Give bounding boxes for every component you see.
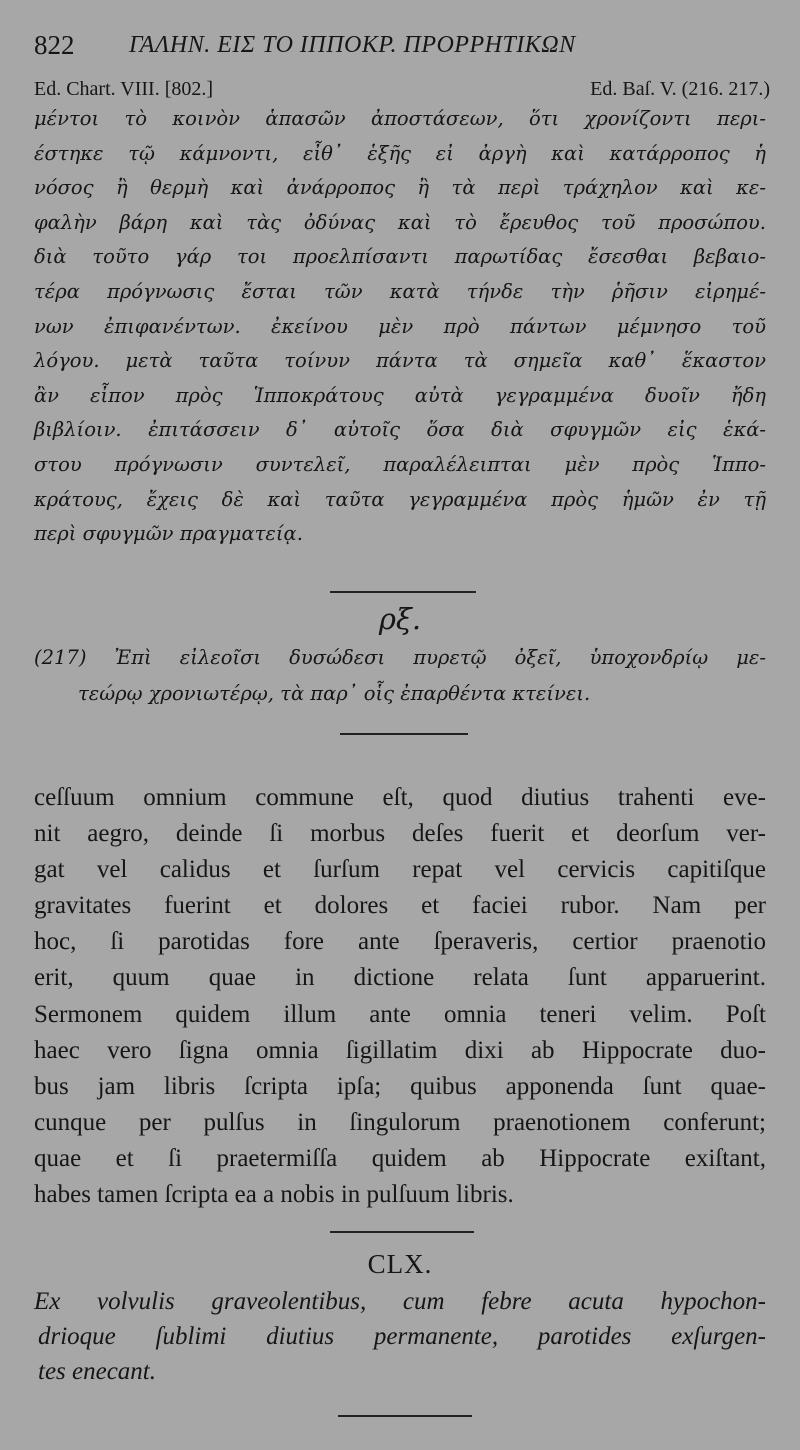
greek-aphorism	[34, 640, 766, 712]
greek-commentary-line: τέρα πρόγνωσις ἔσται τῶν κατὰ τήνδε τὴν ῥῆσιν εἰρημέ-	[34, 279, 766, 303]
section-divider-rule	[338, 1415, 472, 1417]
greek-commentary-line: έστηκε τῷ κάμνοντι, εἶθ᾽ ἑξῆς εἰ ἀργὴ καὶ κατάρροπος ἡ	[34, 141, 766, 165]
latin-commentary-line: quae et ſi praetermiſſa quidem ab Hippocrate exiſtant,	[34, 1144, 766, 1172]
latin-aphorism	[34, 1284, 766, 1389]
greek-commentary-line: φαλὴν βάρη καὶ τὰς ὀδύνας καὶ τὸ ἔρευθος τοῦ προσώπου.	[34, 210, 766, 234]
greek-aphorism-line: τεώρῳ χρονιωτέρῳ, τὰ παρ᾽ οἷς ἐπαρθέντα κτείνει.	[78, 682, 591, 705]
latin-aphorism-line: Ex volvulis graveolentibus, cum febre acuta hypochon-	[34, 1288, 766, 1315]
greek-commentary-line: κράτους, ἔχεις δὲ καὶ ταῦτα γεγραμμένα πρὸς ἡμῶν ἐν τῇ	[34, 487, 766, 511]
latin-aphorism-line: drioque ſublimi diutius permanente, parotides exſurgen-	[38, 1323, 766, 1350]
running-head: ΓΑΛΗΝ. ΕΙΣ ΤΟ ΙΠΠΟΚΡ. ΠΡΟΡΡΗΤΙΚΩΝ	[129, 32, 576, 58]
latin-commentary-line: habes tamen ſcripta ea a nobis in pulſuum libris.	[34, 1181, 514, 1209]
page-header	[34, 30, 764, 70]
latin-commentary-line: gat vel calidus et ſurſum repat vel cervicis capitiſque	[34, 856, 766, 884]
greek-commentary-line: ἂν εἶπον πρὸς Ἱπποκράτους αὐτὰ γεγραμμένα δυοῖν ἤδη	[34, 383, 766, 407]
section-divider-rule	[340, 733, 468, 735]
latin-commentary-line: bus jam libris ſcripta ipſa; quibus apponenda ſunt quae-	[34, 1072, 766, 1100]
section-divider-rule	[330, 591, 476, 593]
latin-commentary-line: gravitates fuerint et dolores et faciei rubor. Nam per	[34, 892, 766, 920]
edition-basel-reference: Ed. Baſ. V. (216. 217.)	[590, 78, 770, 100]
greek-commentary-line: νόσος ἢ θερμὴ καὶ ἀνάρροπος ἢ τὰ περὶ τράχηλον καὶ κε-	[34, 176, 766, 200]
greek-commentary-line: περὶ σφυγμῶν πραγματείᾳ.	[34, 522, 303, 546]
greek-commentary-line: μέντοι τὸ κοινὸν ἁπασῶν ἀποστάσεων, ὅτι χρονίζοντι περι-	[34, 107, 766, 130]
greek-commentary	[34, 102, 766, 552]
edition-chartier-reference: Ed. Chart. VIII. [802.]	[34, 78, 214, 100]
latin-commentary-line: hoc, ſi parotidas fore ante ſperaveris, certior praenotio	[34, 928, 766, 956]
greek-commentary-line: νων ἐπιφανέντων. ἐκείνου μὲν πρὸ πάντων μέμνησο τοῦ	[34, 314, 766, 338]
greek-commentary-line: στου πρόγνωσιν συντελεῖ, παραλέλειπται μὲν πρὸς Ἱππο-	[34, 452, 766, 476]
greek-section-number: ρξ.	[378, 602, 422, 636]
latin-commentary-line: Sermonem quidem illum ante omnia teneri velim. Poſt	[34, 1000, 766, 1028]
page-number: 822	[34, 30, 75, 60]
section-divider-rule	[330, 1231, 474, 1233]
latin-commentary-line: cunque per pulſus in ſingulorum praenotionem conferunt;	[34, 1108, 766, 1136]
latin-aphorism-line: tes enecant.	[38, 1358, 157, 1385]
latin-commentary-line: nit aegro, deinde ſi morbus deſes fuerit et deorſum ver-	[34, 820, 766, 848]
greek-aphorism-line: (217) Ἐπὶ εἰλεοῖσι δυσώδεσι πυρετῷ ὀξεῖ, ὑποχονδρίῳ με-	[34, 646, 766, 669]
greek-commentary-line: βιβλίοιν. ἐπιτάσσειν δ᾽ αὐτοῖς ὅσα διὰ σφυγμῶν εἰς ἑκά-	[34, 418, 766, 442]
greek-commentary-line: διὰ τοῦτο γάρ τοι προελπίσαντι παρωτίδας ἔσεσθαι βεβαιο-	[34, 245, 766, 269]
latin-commentary-line: erit, quum quae in dictione relata ſunt apparuerint.	[34, 964, 766, 992]
latin-section-number: CLX.	[367, 1249, 433, 1279]
edition-reference-line	[34, 78, 770, 104]
latin-commentary-line: haec vero ſigna omnia ſigillatim dixi ab Hippocrate duo-	[34, 1036, 766, 1064]
latin-commentary-line: ceſſuum omnium commune eſt, quod diutius trahenti eve-	[34, 784, 766, 811]
greek-commentary-line: λόγου. μετὰ ταῦτα τοίνυν πάντα τὰ σημεῖα καθ᾽ ἕκαστον	[34, 349, 766, 373]
latin-commentary	[34, 780, 766, 1213]
